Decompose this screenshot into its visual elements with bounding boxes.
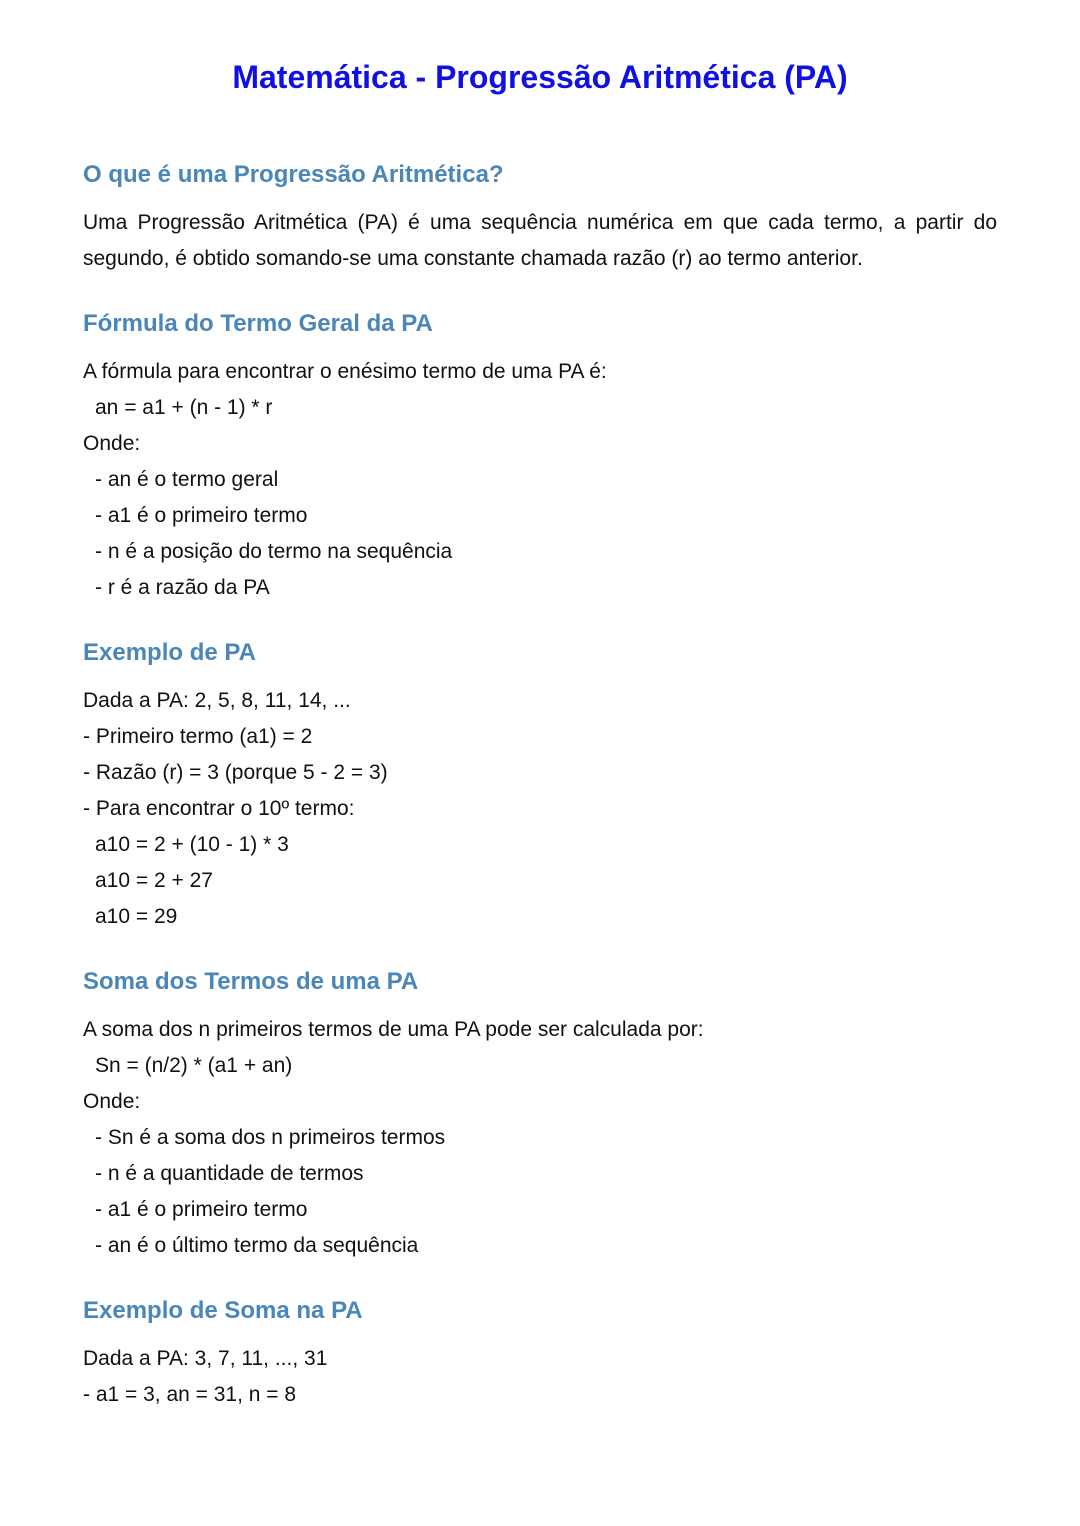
formula-line: a10 = 2 + 27: [95, 869, 213, 892]
text-line: Onde:: [83, 1090, 141, 1113]
text-line: Onde:: [83, 432, 141, 455]
list-item: - an é o último termo da sequência: [95, 1234, 419, 1257]
list-item: - a1 = 3, an = 31, n = 8: [83, 1383, 297, 1406]
section-heading: Soma dos Termos de uma PA: [83, 968, 419, 995]
list-item: - r é a razão da PA: [95, 576, 270, 599]
section-heading: O que é uma Progressão Aritmética?: [83, 161, 504, 188]
formula-line: a10 = 2 + (10 - 1) * 3: [95, 833, 289, 856]
section-general-term: [83, 306, 997, 606]
text-line: Dada a PA: 2, 5, 8, 11, 14, ...: [83, 689, 351, 712]
formula-line: a10 = 29: [95, 905, 178, 928]
formula-line: an = a1 + (n - 1) * r: [95, 396, 273, 419]
section-sum: [83, 964, 997, 1264]
section-heading: Exemplo de PA: [83, 639, 256, 666]
section-example: [83, 635, 997, 935]
definition-paragraph: Uma Progressão Aritmética (PA) é uma sequência numérica em que cada termo, a partir do segundo, é obtido somando-se uma constante chamada razão (r) ao termo anterior.: [83, 211, 997, 270]
section-heading: Fórmula do Termo Geral da PA: [83, 310, 433, 337]
section-heading: Exemplo de Soma na PA: [83, 1297, 363, 1324]
document-body: [83, 157, 997, 1442]
list-item: - a1 é o primeiro termo: [95, 1198, 308, 1221]
list-item: - Para encontrar o 10º termo:: [83, 797, 355, 820]
list-item: - a1 é o primeiro termo: [95, 504, 308, 527]
document-title: Matemática - Progressão Aritmética (PA): [232, 59, 848, 95]
list-item: - n é a quantidade de termos: [95, 1162, 364, 1185]
text-line: A soma dos n primeiros termos de uma PA pode ser calculada por:: [83, 1018, 704, 1041]
text-line: Dada a PA: 3, 7, 11, ..., 31: [83, 1347, 328, 1370]
list-item: - Sn é a soma dos n primeiros termos: [95, 1126, 446, 1149]
list-item: - Primeiro termo (a1) = 2: [83, 725, 313, 748]
section-definition: [83, 157, 997, 277]
formula-line: Sn = (n/2) * (a1 + an): [95, 1054, 293, 1077]
section-sum-example: [83, 1293, 997, 1413]
list-item: - Razão (r) = 3 (porque 5 - 2 = 3): [83, 761, 388, 784]
list-item: - n é a posição do termo na sequência: [95, 540, 453, 563]
text-line: A fórmula para encontrar o enésimo termo de uma PA é:: [83, 360, 607, 383]
list-item: - an é o termo geral: [95, 468, 279, 491]
